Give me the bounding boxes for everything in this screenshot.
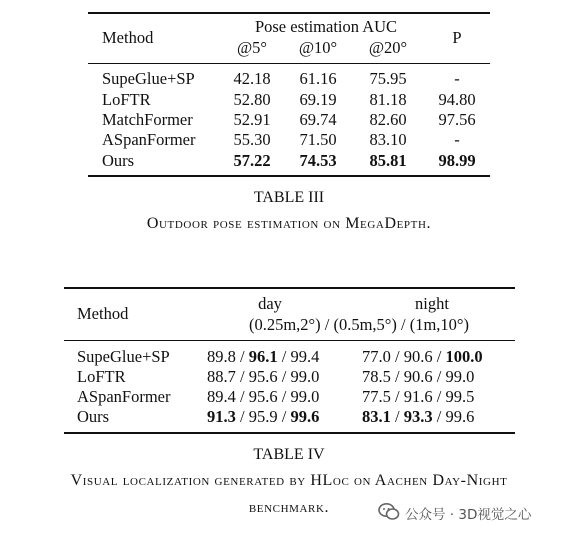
row-day: 89.4 / 95.6 / 99.0 [207, 387, 320, 406]
row-auc20: 85.81 [369, 151, 407, 170]
table-iv-night-header: night [415, 294, 449, 313]
row-day: 91.3 / 95.9 / 99.6 [207, 407, 320, 426]
watermark [378, 501, 574, 523]
row-method: ASpanFormer [102, 130, 196, 149]
row-auc5: 55.30 [233, 130, 271, 149]
row-method: ASpanFormer [77, 387, 171, 406]
table-iii-caption: Outdoor pose estimation on MegaDepth. [146, 215, 432, 232]
row-auc10: 71.50 [299, 130, 337, 149]
table-iv-caption-line1: Visual localization generated by HLoc on Aachen Day-Night [70, 472, 508, 489]
table-iii-mid-rule [88, 63, 490, 64]
row-auc5: 57.22 [233, 151, 271, 170]
table-iv-caption-line2: benchmark. [248, 499, 330, 516]
row-p: - [454, 130, 460, 149]
row-auc5: 52.91 [233, 110, 271, 129]
row-auc10: 61.16 [299, 69, 337, 88]
row-auc10: 69.74 [299, 110, 337, 129]
row-auc20: 83.10 [369, 130, 407, 149]
row-auc10: 74.53 [299, 151, 337, 170]
row-method: Ours [77, 407, 110, 426]
row-method: MatchFormer [102, 110, 193, 129]
wechat-icon [378, 502, 400, 522]
row-auc20: 82.60 [369, 110, 407, 129]
row-p: 94.80 [438, 90, 476, 109]
row-method: LoFTR [102, 90, 151, 109]
table-iii-group-header: Pose estimation AUC [254, 17, 398, 36]
table-iii-label: TABLE III [253, 189, 325, 206]
row-day: 89.8 / 96.1 / 99.4 [207, 347, 320, 366]
table-iv-method-header: Method [77, 304, 129, 323]
table-iii-bottom-rule [88, 175, 490, 177]
row-method: SupeGlue+SP [77, 347, 170, 366]
row-night: 77.5 / 91.6 / 99.5 [362, 387, 475, 406]
table-iv-mid-rule [64, 340, 515, 341]
row-method: LoFTR [77, 367, 126, 386]
row-auc20: 81.18 [369, 90, 407, 109]
table-iii-col-10deg: @10° [298, 38, 338, 57]
table-iv-top-rule [64, 287, 515, 289]
row-p: 97.56 [438, 110, 476, 129]
table-iii-col-5deg: @5° [236, 38, 268, 57]
row-auc5: 52.80 [233, 90, 271, 109]
watermark-text: 公众号 · 3D视觉之心 [405, 507, 532, 523]
row-p: 98.99 [438, 151, 476, 170]
table-iv-thresholds: (0.25m,2°) / (0.5m,5°) / (1m,10°) [248, 315, 470, 334]
table-iv-day-header: day [258, 294, 282, 313]
table-iii-method-header: Method [102, 28, 154, 47]
table-iii-top-rule [88, 12, 490, 14]
row-night: 83.1 / 93.3 / 99.6 [362, 407, 475, 426]
row-night: 78.5 / 90.6 / 99.0 [362, 367, 475, 386]
table-iii-col-p: P [452, 28, 462, 47]
table-iii-col-20deg: @20° [368, 38, 408, 57]
row-auc5: 42.18 [233, 69, 271, 88]
row-night: 77.0 / 90.6 / 100.0 [362, 347, 483, 366]
table-iv-bottom-rule [64, 432, 515, 434]
row-method: Ours [102, 151, 135, 170]
row-auc20: 75.95 [369, 69, 407, 88]
row-auc10: 69.19 [299, 90, 337, 109]
row-day: 88.7 / 95.6 / 99.0 [207, 367, 320, 386]
table-iv-label: TABLE IV [253, 446, 325, 463]
row-method: SupeGlue+SP [102, 69, 195, 88]
row-p: - [454, 69, 460, 88]
